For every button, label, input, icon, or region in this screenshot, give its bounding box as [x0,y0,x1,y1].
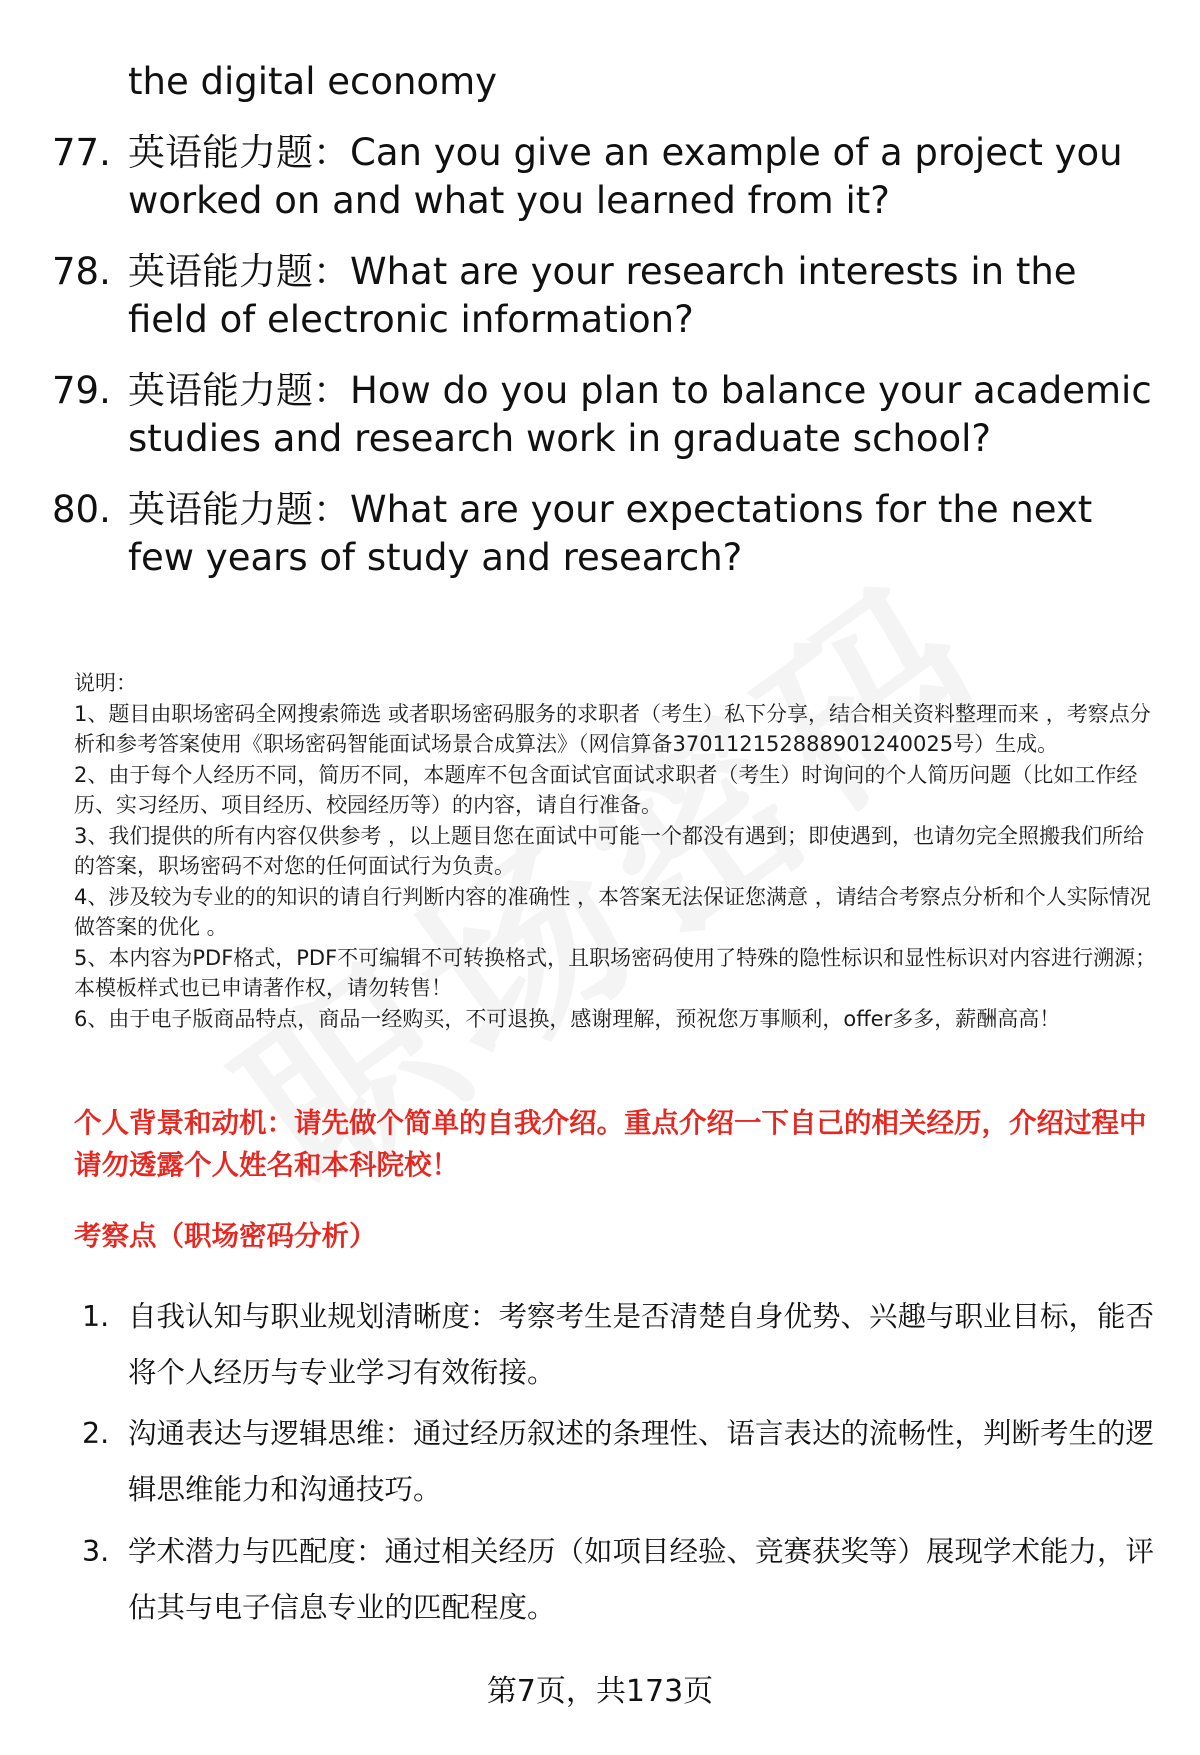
analysis-item [82,1406,1162,1518]
note-item: 2、由于每个人经历不同，简历不同，本题库不包含面试官面试求职者（考生）时询问的个人简历问题（比如工作经历、实习经历、项目经历、校园经历等）的内容，请自行准备。 [74,762,1138,817]
analysis-heading: 考察点（职场密码分析） [74,1220,377,1252]
page-footer: 第7页，共173页 [486,1674,714,1709]
note-item: 3、我们提供的所有内容仅供参考 ，以上题目您在面试中可能一个都没有遇到；即使遇到，也请勿完全照搬我们所给的答案，职场密码不对您的任何面试行为负责。 [74,823,1145,878]
question-text: 英语能力题：What are your research interests in the field of electronic information? [128,250,1077,341]
question-item [52,129,1162,225]
analysis-text: 自我认知与职业规划清晰度：考察考生是否清楚自身优势、兴趣与职业目标，能否将个人经历与专业学习有效衔接。 [128,1300,1155,1389]
note-item: 1、题目由职场密码全网搜索筛选 或者职场密码服务的求职者（考生）私下分享，结合相关资料整理而来 ，考察点分析和参考答案使用《职场密码智能面试场景合成算法》（网信算备370112152888901240025号）生成。 [74,701,1151,756]
analysis-text: 学术潜力与匹配度：通过相关经历（如项目经验、竞赛获奖等）展现学术能力，评估其与电子信息专业的匹配程度。 [128,1535,1155,1624]
question-number: 79. [52,369,111,412]
note-item: 4、涉及较为专业的的知识的请自行判断内容的准确性 ，本答案无法保证您满意 ，请结合考察点分析和个人实际情况做答案的优化 。 [74,884,1151,939]
note-item: 6、由于电子版商品特点，商品一经购买，不可退换，感谢理解，预祝您万事顺利，offer多多，薪酬高高！ [74,1006,1061,1031]
question-item [52,486,1162,582]
notes-section [74,668,1164,1034]
analysis-number: 1. [82,1300,110,1333]
analysis-text: 沟通表达与逻辑思维：通过经历叙述的条理性、语言表达的流畅性，判断考生的逻辑思维能力和沟通技巧。 [128,1417,1155,1506]
section-question-heading: 个人背景和动机：请先做个简单的自我介绍。重点介绍一下自己的相关经历，介绍过程中请勿透露个人姓名和本科院校！ [74,1107,1147,1181]
question-item [52,248,1162,344]
question-continuation: the digital economy [128,60,498,103]
note-item: 5、本内容为PDF格式，PDF不可编辑不可转换格式，且职场密码使用了特殊的隐性标识和显性标识对内容进行溯源；本模板样式也已申请著作权，请勿转售！ [74,945,1157,1000]
analysis-number: 3. [82,1535,110,1568]
notes-title: 说明： [74,671,137,695]
question-item [52,367,1162,463]
question-text: 英语能力题：Can you give an example of a project you worked on and what you learned from it? [128,131,1123,222]
question-number: 77. [52,131,111,174]
question-text: 英语能力题：How do you plan to balance your academic studies and research work in graduate school? [128,369,1152,460]
question-number: 80. [52,488,111,531]
question-number: 78. [52,250,111,293]
analysis-item [82,1289,1162,1401]
analysis-number: 2. [82,1417,110,1450]
analysis-item [82,1524,1162,1636]
question-text: 英语能力题：What are your expectations for the next few years of study and research? [128,488,1093,579]
